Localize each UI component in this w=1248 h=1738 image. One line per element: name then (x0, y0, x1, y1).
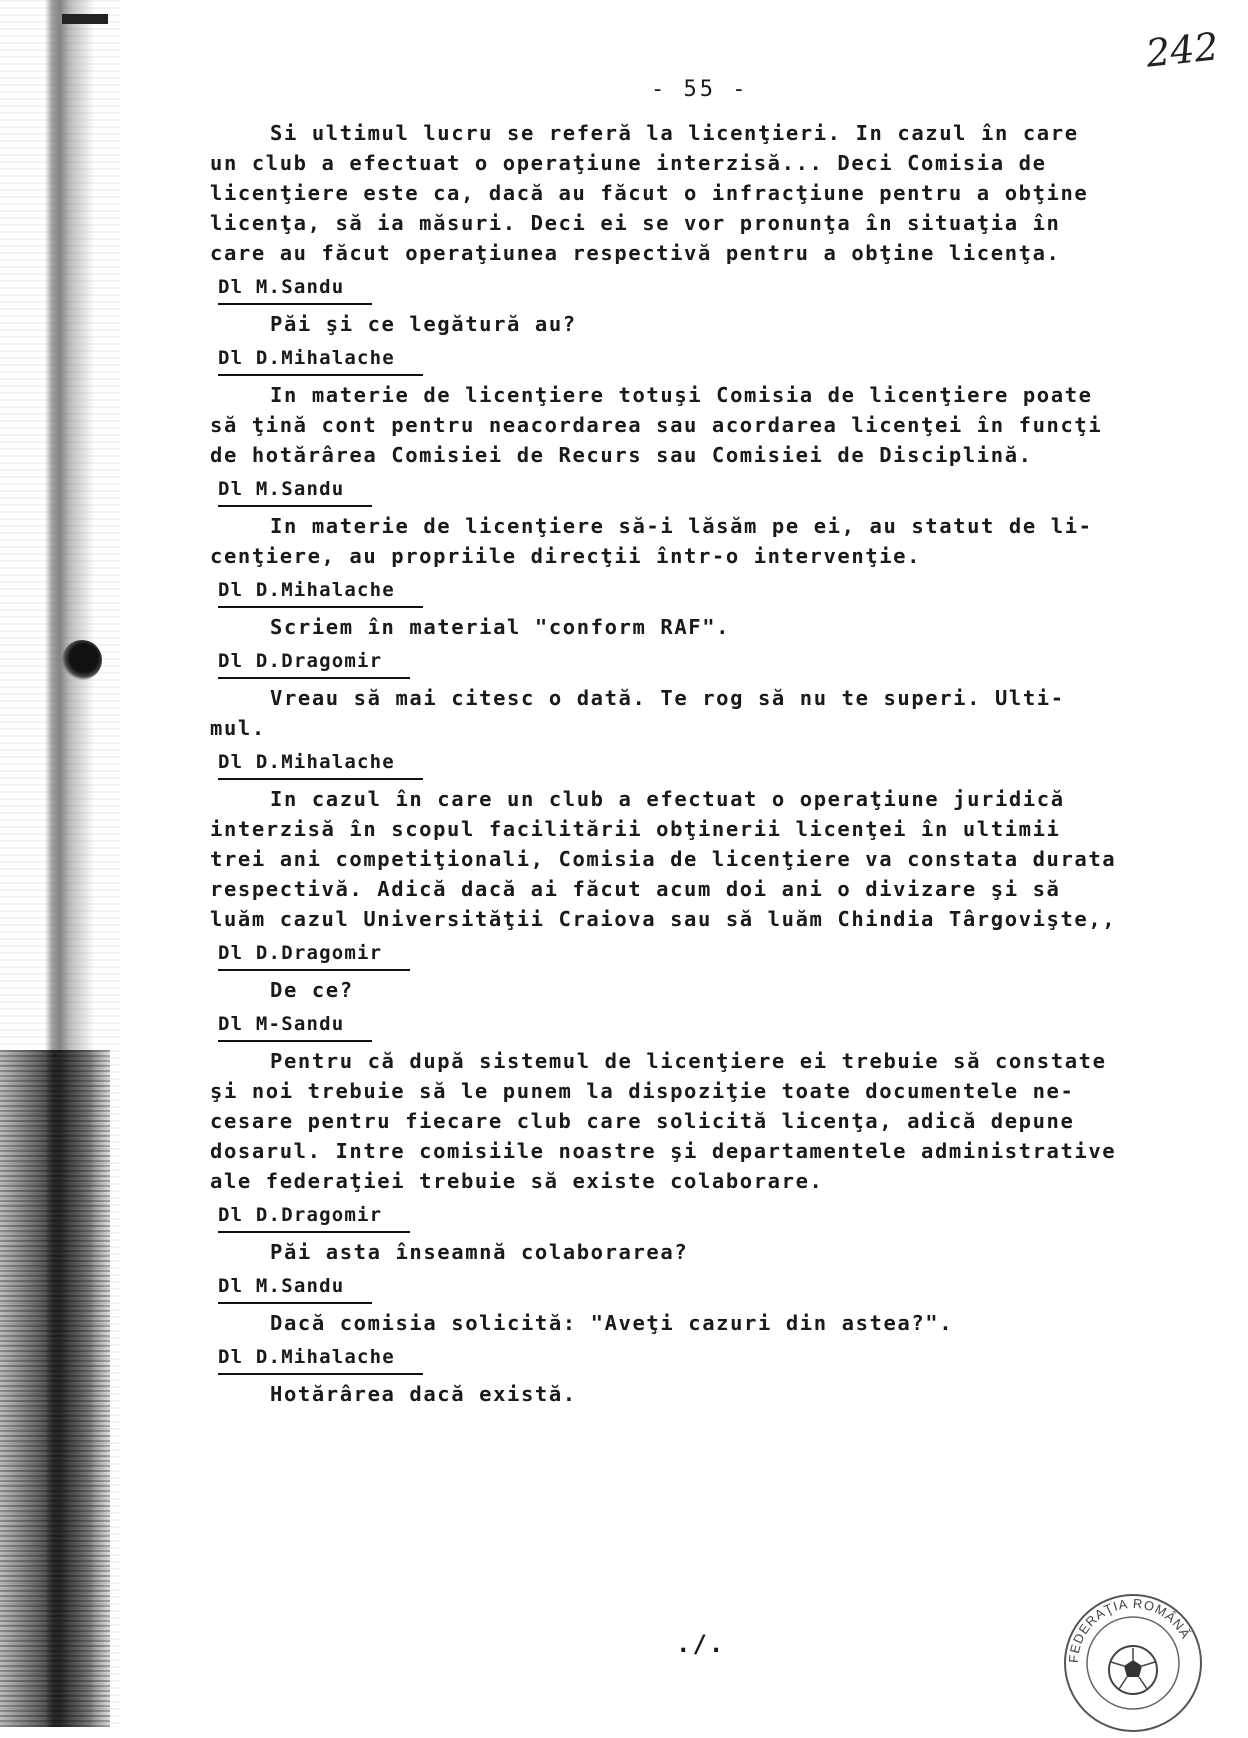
transcript-body (210, 118, 1220, 1411)
text-line: luăm cazul Universităţii Craiova sau să luăm Chindia Târgovişte,, (210, 907, 1117, 931)
text-line: un club a efectuat o operaţiune interzisă... Deci Comisia de (210, 151, 1047, 175)
speaker-label: Dl D.Mihalache (218, 343, 423, 376)
text-line: interzisă în scopul facilitării obţinerii licenţei în ultimii (210, 817, 1061, 841)
text-line: Păi şi ce legătură au? (270, 312, 577, 336)
speaker-label: Dl D.Mihalache (218, 1342, 423, 1375)
transcript-paragraph (210, 1237, 1220, 1267)
binder-hole (62, 640, 102, 680)
text-line: şi noi trebuie să le punem la dispoziţie toate documentele ne- (210, 1079, 1075, 1103)
text-line: Păi asta înseamnă colaborarea? (270, 1240, 689, 1264)
svg-text:FEDERAŢIA ROMÂNĂ (1066, 1596, 1194, 1663)
text-line: Vreau să mai citesc o dată. Te rog să nu te superi. Ulti- (270, 686, 1065, 710)
text-line: să ţină cont pentru neacordarea sau acordarea licenţei în funcţi (210, 413, 1103, 437)
speaker-label: Dl D.Dragomir (218, 938, 410, 971)
speaker-label: Dl M.Sandu (218, 474, 372, 507)
transcript-paragraph (210, 511, 1220, 571)
stamp-text: FEDERAŢIA ROMÂNĂ (1065, 1595, 1194, 1664)
transcript-paragraph (210, 1379, 1220, 1409)
transcript-paragraph (210, 1308, 1220, 1338)
text-line: cesare pentru fiecare club care solicită licenţa, adică depune (210, 1109, 1075, 1133)
folio-number: 242 (1143, 24, 1221, 76)
transcript-paragraph (210, 118, 1220, 268)
text-line: Dacă comisia solicită: "Aveţi cazuri din astea?". (270, 1311, 954, 1335)
page-number: - 55 - (651, 77, 749, 102)
text-line: Scriem în material "conform RAF". (270, 615, 731, 639)
transcript-paragraph (210, 975, 1220, 1005)
text-line: Si ultimul lucru se referă la licenţieri. In cazul în care (270, 121, 1079, 145)
speaker-label: Dl M.Sandu (218, 272, 372, 305)
transcript-paragraph (210, 612, 1220, 642)
federation-stamp (1058, 1588, 1208, 1738)
text-line: ale federaţiei trebuie să existe colaborare. (210, 1169, 824, 1193)
text-line: Pentru că după sistemul de licenţiere ei trebuie să constate (270, 1049, 1107, 1073)
transcript-paragraph (210, 1046, 1220, 1196)
speaker-label: Dl M-Sandu (218, 1009, 372, 1042)
speaker-label: Dl D.Dragomir (218, 1200, 410, 1233)
transcript-paragraph (210, 784, 1220, 934)
continuation-mark: ./. (676, 1630, 726, 1658)
speaker-label: Dl D.Mihalache (218, 747, 423, 780)
text-line: In materie de licenţiere să-i lăsăm pe ei, au statut de li- (270, 514, 1093, 538)
text-line: de hotărârea Comisiei de Recurs sau Comisiei de Disciplină. (210, 443, 1033, 467)
speaker-label: Dl D.Dragomir (218, 646, 410, 679)
text-line: dosarul. Intre comisiile noastre şi departamentele administrative (210, 1139, 1117, 1163)
scan-shadow-artifact (0, 1050, 110, 1727)
text-line: licenţa, să ia măsuri. Deci ei se vor pronunţa în situaţia în (210, 211, 1061, 235)
text-line: De ce? (270, 978, 354, 1002)
transcript-paragraph (210, 380, 1220, 470)
text-line: cenţiere, au propriile direcţii într-o intervenţie. (210, 544, 922, 568)
text-line: In cazul în care un club a efectuat o operaţiune juridică (270, 787, 1065, 811)
text-line: In materie de licenţiere totuşi Comisia de licenţiere poate (270, 383, 1093, 407)
speaker-label: Dl M.Sandu (218, 1271, 372, 1304)
text-line: mul. (210, 716, 266, 740)
text-line: trei ani competiţionali, Comisia de licenţiere va constata durata (210, 847, 1117, 871)
scan-top-mark (62, 14, 108, 24)
football-icon (1109, 1646, 1157, 1694)
text-line: respectivă. Adică dacă ai făcut acum doi ani o divizare şi să (210, 877, 1061, 901)
text-line: Hotărârea dacă există. (270, 1382, 577, 1406)
transcript-paragraph (210, 309, 1220, 339)
transcript-paragraph (210, 683, 1220, 743)
speaker-label: Dl D.Mihalache (218, 575, 423, 608)
text-line: licenţiere este ca, dacă au făcut o infracţiune pentru a obţine (210, 181, 1089, 205)
text-line: care au făcut operaţiunea respectivă pentru a obţine licenţa. (210, 241, 1061, 265)
